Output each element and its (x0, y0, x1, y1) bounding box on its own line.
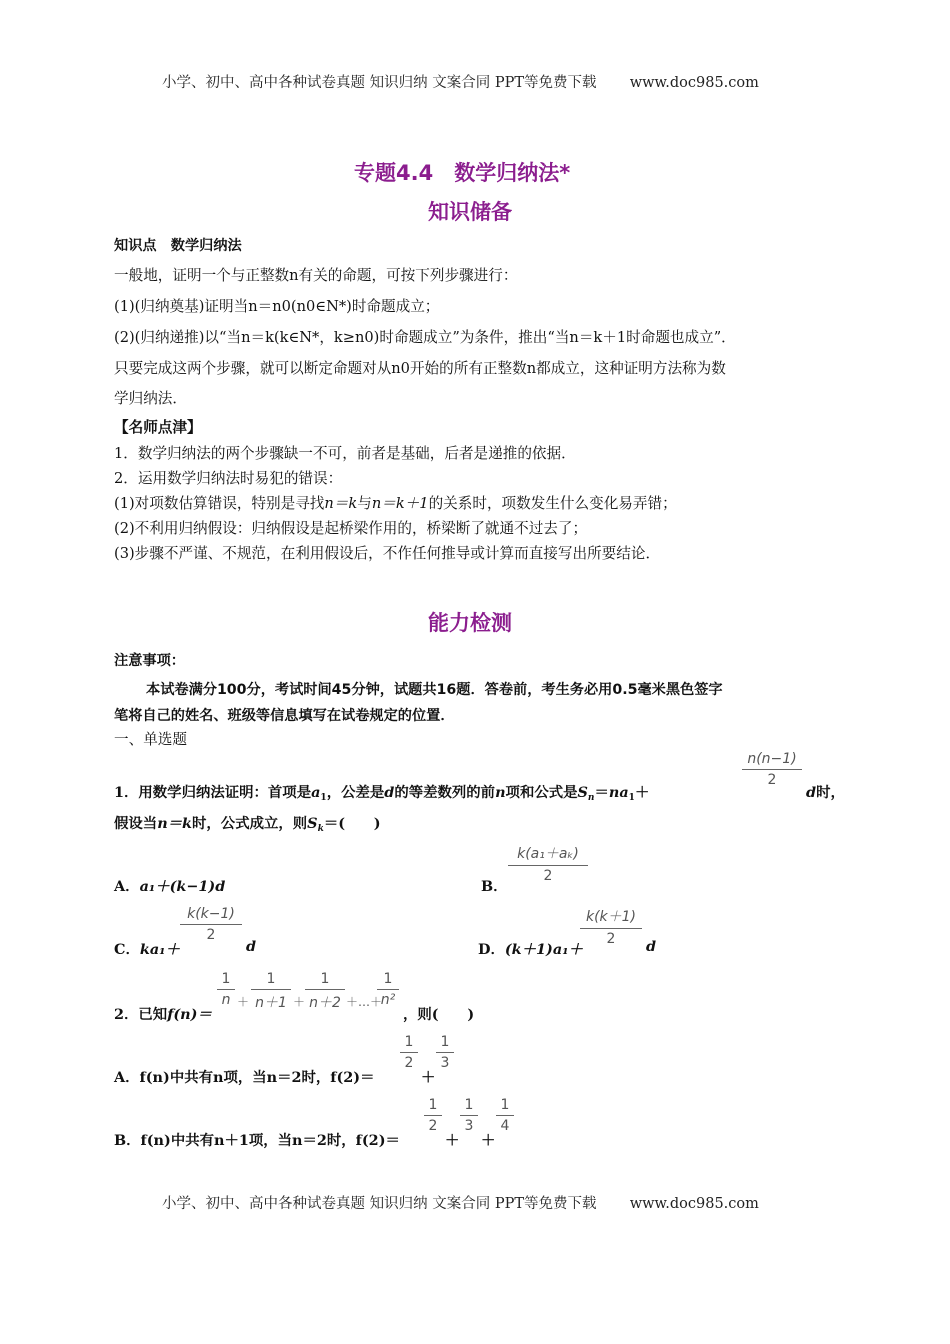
header-url[interactable]: www.doc985.com (629, 75, 759, 91)
q2-option-a[interactable]: A．f(n)中共有n项，当n＝2时，f(2)＝ (114, 1069, 375, 1086)
q2-dots: ＋…＋ (346, 995, 383, 1009)
part-label: 一、单选题 (114, 731, 187, 748)
page-header (162, 71, 759, 92)
kp-step2: (2)(归纳递推)以“当n＝k(k∈N*，k≥n0)时命题成立”为条件，推出“当n＝k＋1时命题也成立”． (114, 329, 736, 346)
q2-option-b-plus1: ＋ (445, 1132, 460, 1149)
q2-plus2: ＋ (293, 995, 306, 1009)
q2-option-b[interactable]: B．f(n)中共有n＋1项，当n＝2时，f(2)＝ (114, 1132, 400, 1149)
q2-option-a-frac2: $\frac{1}{3}$ (436, 1034, 454, 1071)
kp-heading: 知识点 数学归纳法 (114, 238, 242, 254)
q2-option-b-frac1: $\frac{1}{2}$ (424, 1097, 442, 1134)
notice-line2: 笔将自己的姓名、班级等信息填写在试卷规定的位置． (114, 708, 455, 724)
q2-term4: $\frac{1}{\text{n²}}$ (377, 971, 399, 1008)
tip-3: (1)对项数估算错误，特别是寻找n＝k与n＝k＋1的关系时，项数发生什么变化易弄错； (114, 495, 677, 512)
q1-option-c-fraction: $\frac{k(k-1)}{2}$ (180, 906, 242, 943)
kp-step1: (1)(归纳奠基)证明当n＝n0(n0∈N*)时命题成立； (114, 298, 440, 315)
kp-conclusion-line1: 只要完成这两个步骤，就可以断定命题对从n0开始的所有正整数n都成立，这种证明方法称为数 (114, 360, 726, 377)
q2-option-b-frac2: $\frac{1}{3}$ (460, 1097, 478, 1134)
q2-option-b-plus2: ＋ (481, 1132, 496, 1149)
tip-4: (2)不利用归纳假设：归纳假设是起桥梁作用的，桥梁断了就通不过去了； (114, 520, 588, 537)
notice-heading: 注意事项： (114, 653, 185, 669)
section-title-knowledge: 知识储备 (428, 200, 512, 224)
q1-option-b[interactable]: B． (481, 878, 508, 895)
q2-stem-tail: ，则( ) (403, 1006, 475, 1023)
page-footer (162, 1192, 759, 1213)
q2-term2: $\frac{1}{n+1}$ (251, 971, 291, 1012)
q1-option-d-fraction: $\frac{k(k+1)}{2}$ (580, 906, 642, 947)
q1-option-c-tail: d (246, 938, 257, 955)
q2-option-a-frac1: $\frac{1}{2}$ (400, 1034, 418, 1071)
kp-conclusion-line2: 学归纳法． (114, 390, 187, 407)
q2-term3: $\frac{1}{n+2}$ (305, 971, 345, 1012)
q2-option-a-plus: ＋ (421, 1069, 436, 1086)
q1-option-a[interactable]: A．a₁＋(k−1)d (114, 878, 226, 895)
q1-option-b-fraction: $\frac{\text{k(a₁＋aₖ)}}{2}$ (508, 843, 588, 884)
tip-5: (3)步骤不严谨、不规范，在利用假设后，不作任何推导或计算而直接写出所要结论． (114, 545, 661, 562)
q1-fraction: $\frac{n(n-1)}{2}$ (742, 751, 802, 788)
q2-stem: 2．已知f(n)＝ (114, 1006, 212, 1023)
footer-url[interactable]: www.doc985.com (629, 1196, 759, 1212)
tip-1: 1．数学归纳法的两个步骤缺一不可，前者是基础，后者是递推的依据． (114, 445, 576, 462)
q1-line2: 假设当n＝k时，公式成立，则$S_k=$( ) (114, 815, 381, 834)
notice-line1: 本试卷满分100分，考试时间45分钟，试题共16题．答卷前，考生务必用0.5毫米黑色签字 (146, 682, 723, 698)
q2-option-b-frac3: $\frac{1}{4}$ (496, 1097, 514, 1134)
kp-intro: 一般地，证明一个与正整数n有关的命题，可按下列步骤进行： (114, 267, 518, 284)
q1-option-d-tail: d (646, 938, 657, 955)
section-title-test: 能力检测 (428, 611, 512, 635)
header-text: 小学、初中、高中各种试卷真题 知识归纳 文案合同 PPT等免费下载 (162, 75, 597, 91)
page-title: 专题4.4 数学归纳法* (354, 161, 571, 185)
q1-option-c[interactable]: C．ka₁＋ (114, 941, 180, 958)
q1-option-d[interactable]: D．(k＋1)a₁＋ (478, 941, 583, 958)
tips-heading: 【名师点津】 (114, 419, 202, 436)
q1-line1: 1．用数学归纳法证明：首项是$a_1$，公差是d的等差数列的前n项和公式是$S_n=na_1+$ (114, 784, 650, 803)
q2-plus1: ＋ (237, 995, 250, 1009)
tip-2: 2．运用数学归纳法时易犯的错误： (114, 470, 343, 487)
q2-term1: $\frac{1}{n}$ (217, 971, 235, 1008)
footer-text: 小学、初中、高中各种试卷真题 知识归纳 文案合同 PPT等免费下载 (162, 1196, 597, 1212)
q1-line1-tail: d时， (806, 784, 845, 801)
